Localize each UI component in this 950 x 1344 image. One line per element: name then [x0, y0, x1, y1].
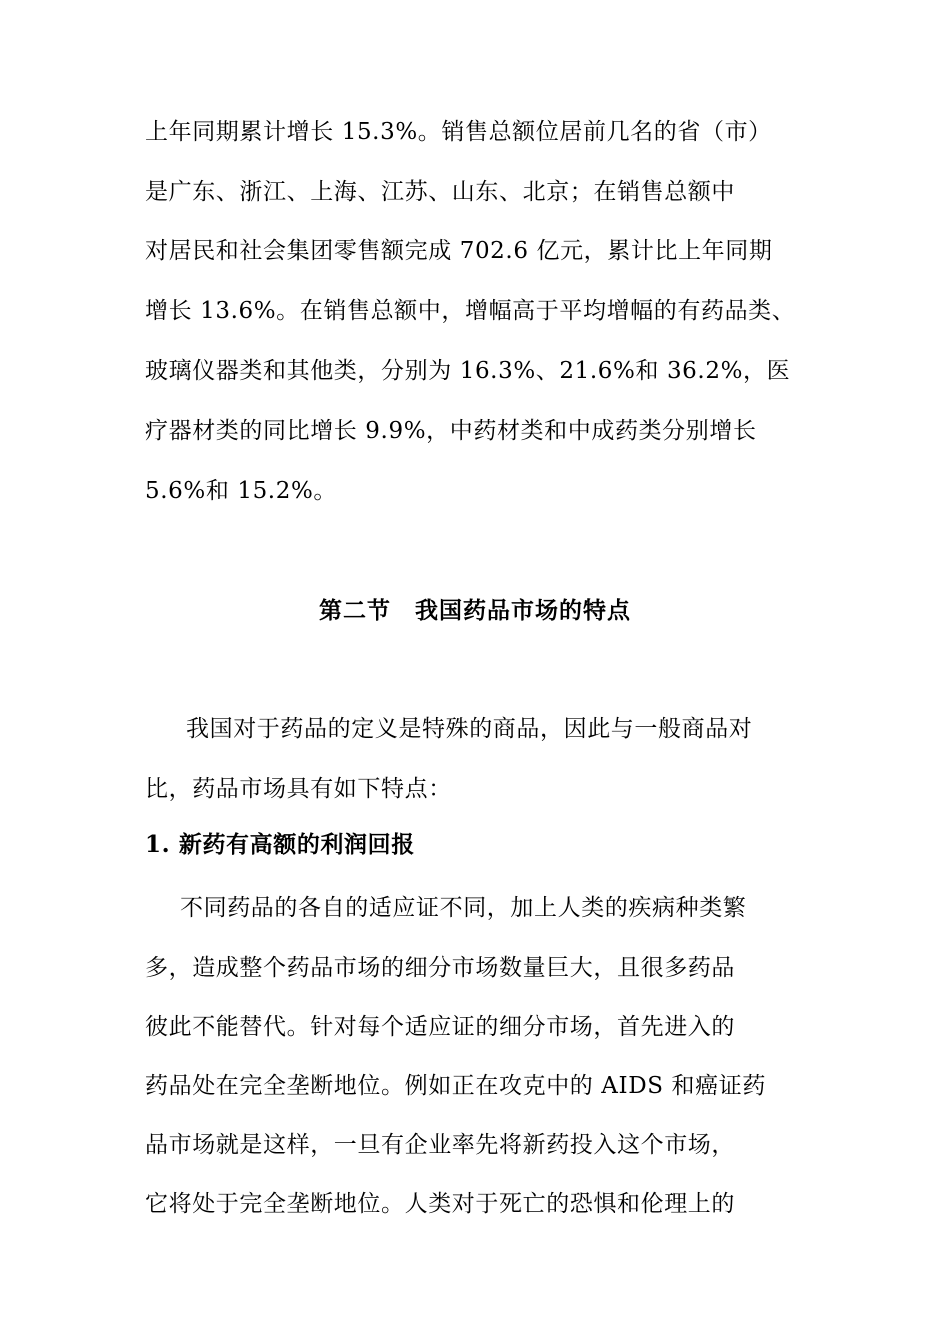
paragraph3-line-2: 多，造成整个药品市场的细分市场数量巨大，且很多药品	[145, 955, 735, 981]
paragraph1-line-4: 增长 13.6%。在销售总额中，增幅高于平均增幅的有药品类、	[145, 298, 796, 324]
paragraph3-line-4: 药品处在完全垄断地位。例如正在攻克中的 AIDS 和癌证药	[145, 1073, 766, 1099]
paragraph1-line-7: 5.6%和 15.2%。	[145, 478, 338, 504]
paragraph3-line-6: 它将处于完全垄断地位。人类对于死亡的恐惧和伦理上的	[145, 1191, 735, 1217]
paragraph3-line-1: 不同药品的各自的适应证不同，加上人类的疾病种类繁	[180, 895, 747, 921]
subheading-new-drug-profit: 1. 新药有高额的利润回报	[145, 831, 415, 858]
paragraph3-line-5: 品市场就是这样，一旦有企业率先将新药投入这个市场，	[145, 1132, 735, 1158]
paragraph1-line-5: 玻璃仪器类和其他类，分别为 16.3%、21.6%和 36.2%，医	[145, 358, 791, 384]
paragraph1-line-2: 是广东、浙江、上海、江苏、山东、北京；在销售总额中	[145, 179, 735, 205]
paragraph3-line-3: 彼此不能替代。针对每个适应证的细分市场，首先进入的	[145, 1014, 735, 1040]
paragraph1-line-6: 疗器材类的同比增长 9.9%，中药材类和中成药类分别增长	[145, 418, 757, 444]
paragraph1-line-3: 对居民和社会集团零售额完成 702.6 亿元，累计比上年同期	[145, 238, 773, 264]
paragraph2-line-1: 我国对于药品的定义是特殊的商品，因此与一般商品对	[186, 716, 753, 742]
paragraph1-line-1: 上年同期累计增长 15.3%。销售总额位居前几名的省（市）	[145, 119, 772, 145]
paragraph2-line-2: 比，药品市场具有如下特点：	[145, 776, 452, 802]
section-heading: 第二节 我国药品市场的特点	[319, 597, 631, 624]
